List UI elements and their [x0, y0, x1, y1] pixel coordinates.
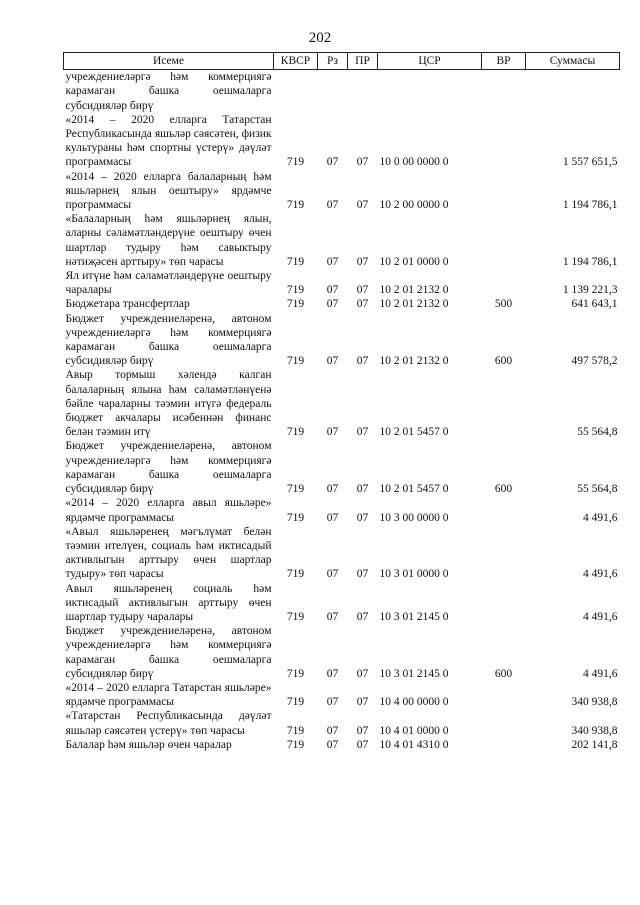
row-vr	[482, 170, 526, 213]
row-csr: 10 2 00 0000 0	[379, 199, 449, 212]
table-row	[64, 738, 620, 752]
row-name: Ял итүне һәм сәламәтләндерүне оештыру чаралары	[65, 270, 272, 297]
row-rz: 07	[326, 426, 339, 439]
table-row	[64, 170, 620, 213]
row-vr	[482, 496, 526, 524]
row-rz: 07	[326, 738, 339, 751]
row-vr	[482, 681, 526, 709]
row-name: «Авыл яшьләренең мәгълүмат белән тәэмин ителүен, социаль һәм иктисадый активлыгын арттыру өчен шартлар тудыру» төп чарасы	[65, 525, 272, 581]
row-kvsr: 719	[286, 724, 305, 737]
header-name: Исеме	[64, 53, 274, 70]
row-name: «2014 – 2020 елларга авыл яшьләре» ярдәмче программасы	[65, 497, 272, 524]
table-row	[64, 113, 620, 170]
header-vr: ВР	[482, 53, 526, 70]
row-name: «2014 – 2020 елларга Татарстан Республикасында яшьләр сәясәтен, физик культураны һәм спортны үстерү» дәүләт программасы	[65, 113, 272, 169]
header-sum: Суммасы	[526, 53, 620, 70]
row-rz: 07	[326, 667, 339, 680]
row-pr	[348, 70, 378, 113]
row-sum: 4 491,6	[583, 511, 618, 524]
row-pr: 07	[356, 511, 369, 524]
row-csr: 10 4 01 0000 0	[379, 724, 449, 737]
row-sum: 55 564,8	[577, 426, 618, 439]
row-rz: 07	[326, 199, 339, 212]
row-name: Авыр тормыш хәлендә калган балаларның ялына һәм сәламәтләнүенә бәйле чараларны тәэмин итүгә федераль бюджет акчалары исәбеннән финанс белән тәэмин итү	[65, 369, 272, 439]
row-sum: 641 643,1	[571, 298, 618, 311]
row-kvsr: 719	[286, 511, 305, 524]
row-pr: 07	[356, 568, 369, 581]
table-row	[64, 525, 620, 582]
row-pr: 07	[356, 199, 369, 212]
row-kvsr: 719	[286, 696, 305, 709]
row-vr: 600	[494, 355, 513, 368]
row-kvsr: 719	[286, 156, 305, 169]
row-rz: 07	[326, 696, 339, 709]
row-sum: 55 564,8	[577, 483, 618, 496]
table-row	[64, 269, 620, 297]
row-csr: 10 2 01 0000 0	[379, 255, 449, 268]
row-sum	[526, 70, 620, 113]
row-kvsr: 719	[286, 199, 305, 212]
row-kvsr: 719	[286, 667, 305, 680]
row-kvsr: 719	[286, 426, 305, 439]
row-vr	[482, 269, 526, 297]
row-pr: 07	[356, 426, 369, 439]
row-vr: 600	[494, 667, 513, 680]
budget-table	[63, 52, 620, 752]
row-kvsr: 719	[286, 284, 305, 297]
table-row	[64, 212, 620, 269]
row-name: Балалар һәм яшьләр өчен чаралар	[65, 738, 232, 751]
row-sum: 4 491,6	[583, 610, 618, 623]
row-sum: 1 194 786,1	[562, 199, 618, 212]
row-rz: 07	[326, 610, 339, 623]
row-csr: 10 2 01 5457 0	[379, 426, 449, 439]
row-sum: 1 139 221,3	[562, 284, 618, 297]
row-kvsr: 719	[286, 255, 305, 268]
row-pr: 07	[356, 724, 369, 737]
header-rz: Рз	[318, 53, 348, 70]
row-name: Бюджетара трансфертлар	[65, 298, 190, 311]
header-pr: ПР	[348, 53, 378, 70]
row-pr: 07	[356, 696, 369, 709]
table-row	[64, 439, 620, 496]
table-row	[64, 368, 620, 439]
table-row	[64, 624, 620, 681]
row-sum: 340 938,8	[571, 696, 618, 709]
row-rz: 07	[326, 156, 339, 169]
row-pr: 07	[356, 156, 369, 169]
row-sum: 1 194 786,1	[562, 255, 618, 268]
row-csr: 10 3 01 2145 0	[379, 610, 449, 623]
table-row	[64, 297, 620, 311]
row-pr: 07	[356, 255, 369, 268]
table-header	[64, 53, 620, 70]
row-csr: 10 3 01 2145 0	[379, 667, 449, 680]
row-name: «2014 – 2020 елларга Татарстан яшьләре» ярдәмче программасы	[65, 681, 272, 709]
row-vr	[482, 738, 526, 752]
page-number: 202	[308, 30, 332, 46]
row-csr: 10 2 01 2132 0	[379, 355, 449, 368]
row-kvsr: 719	[286, 298, 305, 311]
row-name: учреждениеләргә һәм коммерциягә карамаган башка оешмаларга субсидияләр бирү	[65, 71, 272, 112]
row-pr: 07	[356, 298, 369, 311]
row-kvsr: 719	[286, 568, 305, 581]
row-vr: 600	[494, 483, 513, 496]
row-vr	[482, 525, 526, 582]
table-row	[64, 496, 620, 524]
row-pr: 07	[356, 483, 369, 496]
row-name: Бюджет учреждениеләренә, автоном учреждениеләргә һәм коммерциягә карамаган башка оешмаларга субсидияләр бирү	[65, 440, 272, 496]
row-vr	[482, 709, 526, 737]
row-rz: 07	[326, 511, 339, 524]
row-vr	[482, 212, 526, 269]
row-csr: 10 2 01 2132 0	[379, 284, 449, 297]
table-row	[64, 70, 620, 113]
row-csr: 10 4 01 4310 0	[379, 738, 449, 751]
row-kvsr: 719	[286, 483, 305, 496]
row-vr	[482, 70, 526, 113]
table-row	[64, 709, 620, 737]
row-sum: 202 141,8	[571, 738, 618, 751]
row-rz: 07	[326, 724, 339, 737]
row-pr: 07	[356, 355, 369, 368]
row-name: «Балаларның һәм яшьләрнең ялын, аларны сәламәтләндерүне оештыру өчен шартлар тудыру һәм савыктыру нәтиҗәсен арттыру» төп чарасы	[65, 213, 272, 268]
row-rz: 07	[326, 355, 339, 368]
row-rz: 07	[326, 568, 339, 581]
row-vr: 500	[494, 298, 513, 311]
row-pr: 07	[356, 610, 369, 623]
row-sum: 340 938,8	[571, 724, 618, 737]
row-kvsr: 719	[286, 738, 305, 751]
row-sum: 4 491,6	[583, 667, 618, 680]
row-sum: 497 578,2	[571, 355, 618, 368]
row-csr: 10 2 01 2132 0	[379, 298, 449, 311]
row-kvsr	[274, 70, 318, 113]
row-csr: 10 0 00 0000 0	[379, 156, 449, 169]
row-csr: 10 2 01 5457 0	[379, 483, 449, 496]
row-csr: 10 4 00 0000 0	[379, 696, 449, 709]
row-csr: 10 3 00 0000 0	[379, 511, 449, 524]
header-kvsr: КВСР	[274, 53, 318, 70]
row-rz	[318, 70, 348, 113]
header-csr: ЦСР	[378, 53, 482, 70]
row-vr	[482, 582, 526, 625]
row-rz: 07	[326, 298, 339, 311]
row-rz: 07	[326, 483, 339, 496]
row-name: «2014 – 2020 елларга балаларның һәм яшьләрнең ялын оештыру» ярдәмче программасы	[65, 170, 272, 212]
row-name: «Татарстан Республикасында дәүләт яшьләр сәясәтен үстерү» төп чарасы	[65, 710, 272, 737]
table-row	[64, 582, 620, 625]
table-body	[64, 70, 620, 752]
row-pr: 07	[356, 738, 369, 751]
row-sum: 4 491,6	[583, 568, 618, 581]
row-sum: 1 557 651,5	[562, 156, 618, 169]
row-vr	[482, 113, 526, 170]
row-csr: 10 3 01 0000 0	[379, 568, 449, 581]
row-vr	[482, 368, 526, 439]
row-name: Авыл яшьләренең социаль һәм иктисадый активлыгын арттыру өчен шартлар тудыру чаралары	[65, 582, 272, 623]
row-rz: 07	[326, 284, 339, 297]
row-rz: 07	[326, 255, 339, 268]
row-pr: 07	[356, 667, 369, 680]
table-row	[64, 681, 620, 709]
row-kvsr: 719	[286, 610, 305, 623]
row-name: Бюджет учреждениеләренә, автоном учреждениеләргә һәм коммерциягә карамаган башка оешмаларга субсидияләр бирү	[65, 312, 272, 368]
row-csr	[378, 70, 482, 113]
row-pr: 07	[356, 284, 369, 297]
row-name: Бюджет учреждениеләренә, автоном учреждениеләргә һәм коммерциягә карамаган башка оешмаларга субсидияләр бирү	[65, 625, 272, 680]
table-row	[64, 312, 620, 369]
row-kvsr: 719	[286, 355, 305, 368]
